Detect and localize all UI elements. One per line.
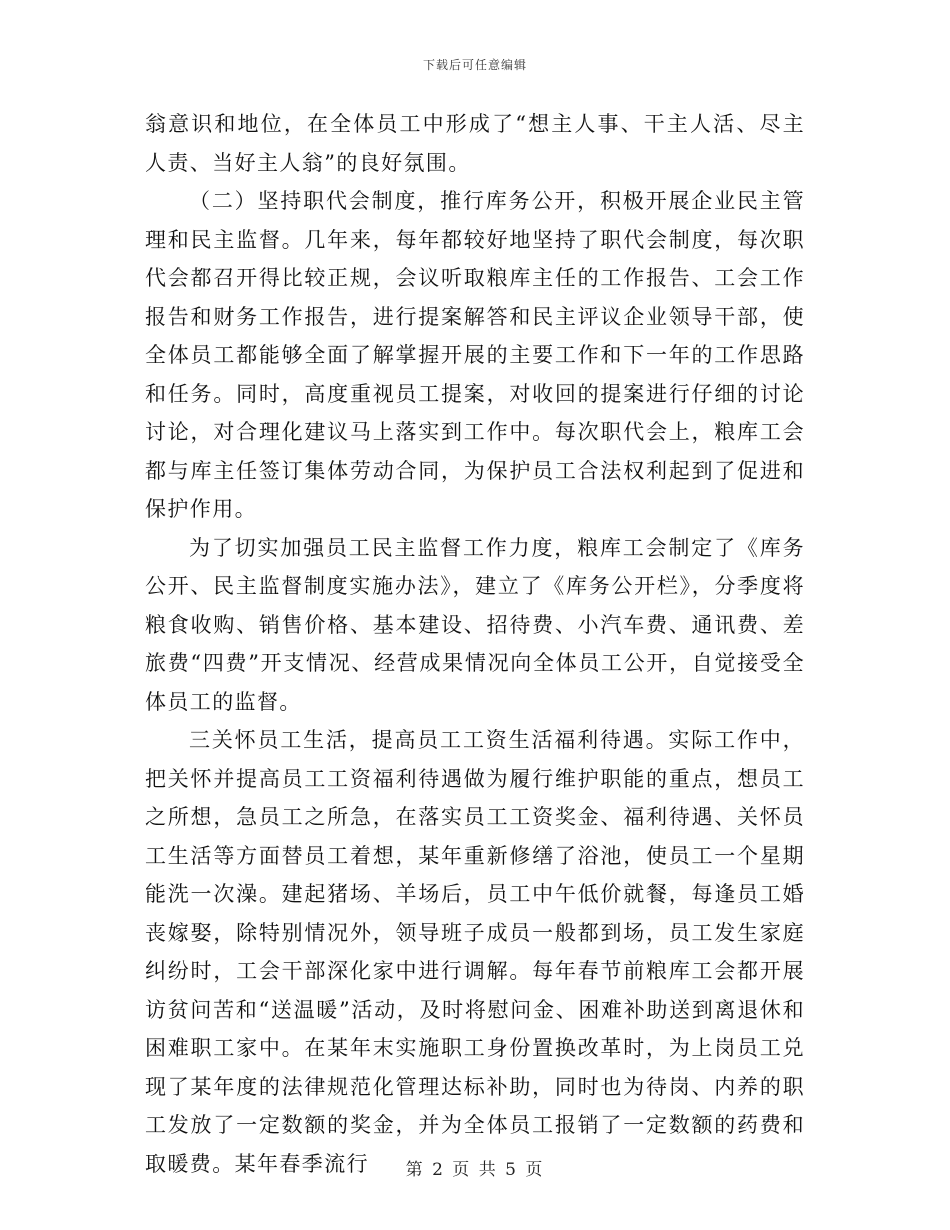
document-body bbox=[145, 105, 805, 1183]
paragraph-employee-welfare: 三关怀员工生活，提高员工工资生活福利待遇。实际工作中，把关怀并提高员工工资福利待遇做为履行维护职能的重点，想员工之所想，急员工之所急，在落实员工工资奖金、福利待遇、关怀员工生活等方面替员工着想，某年重新修缮了浴池，使员工一个星期能洗一次澡。建起猪场、羊场后，员工中午低价就餐，每逢员工婚丧嫁娶，除特别情况外，领导班子成员一般都到场，员工发生家庭纠纷时，工会干部深化家中进行调解。每年春节前粮库工会都开展访贫问苦和“送温暖”活动，及时将慰问金、困难补助送到离退休和困难职工家中。在某年末实施职工身份置换改革时，为上岗员工兑现了某年度的法律规范化管理达标补助，同时也为待岗、内养的职工发放了一定数额的奖金，并为全体员工报销了一定数额的药费和取暖费。某年春季流行 bbox=[145, 728, 805, 1176]
page-header: 下载后可任意编辑 bbox=[422, 58, 527, 72]
paragraph-continuation: 翁意识和地位，在全体员工中形成了“想主人事、干主人活、尽主人责、当好主人翁”的良好氛围。 bbox=[145, 112, 805, 175]
page-footer: 第 2 页 共 5 页 bbox=[405, 1160, 545, 1180]
paragraph-democratic-management: （二）坚持职代会制度，推行库务公开，积极开展企业民主管理和民主监督。几年来，每年都较好地坚持了职代会制度，每次职代会都召开得比较正规，会议听取粮库主任的工作报告、工会工作报告和财务工作报告，进行提案解答和民主评议企业领导干部，使全体员工都能够全面了解掌握开展的主要工作和下一年的工作思路和任务。同时，高度重视员工提案，对收回的提案进行仔细的讨论讨论，对合理化建议马上落实到工作中。每次职代会上，粮库工会都与库主任签订集体劳动合同，为保护员工合法权利起到了促进和保护作用。 bbox=[145, 189, 805, 521]
paragraph-democratic-supervision: 为了切实加强员工民主监督工作力度，粮库工会制定了《库务公开、民主监督制度实施办法》，建立了《库务公开栏》，分季度将粮食收购、销售价格、基本建设、招待费、小汽车费、通讯费、差旅费“四费”开支情况、经营成果情况向全体员工公开，自觉接受全体员工的监督。 bbox=[145, 535, 805, 714]
